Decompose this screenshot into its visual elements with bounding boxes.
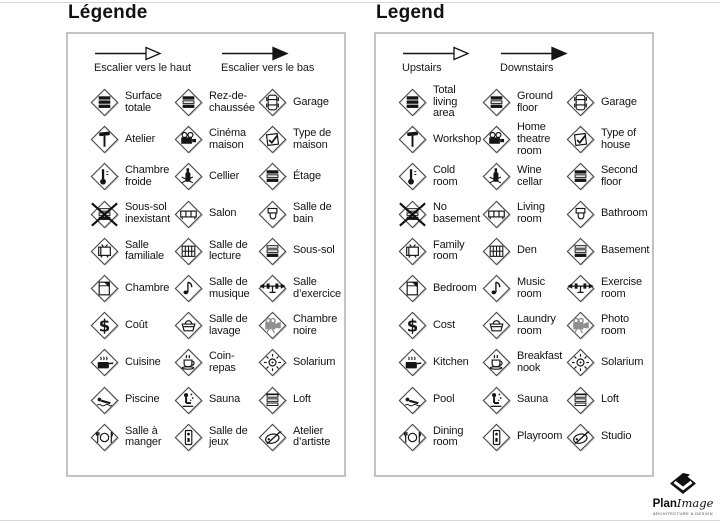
legend-item-label: Garage xyxy=(293,95,329,108)
layers-loft-icon xyxy=(256,384,289,417)
dollar-sign-icon xyxy=(396,309,429,342)
legend-item-label: Loft xyxy=(601,393,619,406)
legend-panel xyxy=(374,1,654,477)
legend-grid xyxy=(82,84,344,456)
upstairs-arrow-icon xyxy=(94,46,162,61)
legend-item xyxy=(480,233,564,270)
legend-item xyxy=(564,233,648,270)
hammer-icon xyxy=(88,123,121,156)
laundry-basket-icon xyxy=(480,309,513,342)
crossed-layers-icon xyxy=(396,198,429,231)
legend-item-label: Kitchen xyxy=(433,356,469,369)
legend-item-label: Studio xyxy=(601,430,632,443)
legend-item xyxy=(88,344,172,381)
legend-item-label: Salle à manger xyxy=(125,424,162,449)
game-piece-icon xyxy=(480,421,513,454)
legend-item xyxy=(172,382,256,419)
legend-item-label: Loft xyxy=(293,393,311,406)
legend-item xyxy=(172,419,256,456)
wine-bottle-icon xyxy=(480,160,513,193)
toilet-icon xyxy=(564,198,597,231)
logo-caption: ARCHITECTURE & DESIGN xyxy=(653,511,713,516)
downstairs-arrow-icon xyxy=(221,46,289,61)
swimmer-icon xyxy=(88,384,121,417)
legend-item xyxy=(396,382,480,419)
legend-item-label: Garage xyxy=(601,95,637,108)
legend-item-label: Étage xyxy=(293,170,321,183)
bookshelf-icon xyxy=(172,235,205,268)
legend-item xyxy=(564,307,648,344)
legend-item-label: Cuisine xyxy=(125,356,161,369)
legend-item xyxy=(480,382,564,419)
panel-title: Legend xyxy=(376,2,445,23)
legend-item-label: Living room xyxy=(517,201,545,226)
legend-item xyxy=(88,382,172,419)
legend-item xyxy=(480,84,564,121)
layers-second-icon xyxy=(564,160,597,193)
legend-item-label: Atelier xyxy=(125,132,156,145)
legend-item xyxy=(564,344,648,381)
legend-item xyxy=(396,233,480,270)
upstairs-arrow-icon xyxy=(402,46,470,61)
sofa-icon xyxy=(480,198,513,231)
car-icon xyxy=(256,86,289,119)
legend-item xyxy=(88,419,172,456)
checkmark-box-icon xyxy=(256,123,289,156)
cooking-pot-icon xyxy=(396,346,429,379)
dollar-sign-icon xyxy=(88,309,121,342)
layers-second-icon xyxy=(256,160,289,193)
legend-item xyxy=(88,158,172,195)
checkmark-box-icon xyxy=(564,123,597,156)
legend-item xyxy=(88,233,172,270)
layers-ground-icon xyxy=(480,86,513,119)
projector-icon xyxy=(480,123,513,156)
legend-item-label: Chambre noire xyxy=(293,312,338,337)
legend-item xyxy=(256,84,340,121)
legend-item-label: Solarium xyxy=(293,356,336,369)
palette-icon xyxy=(256,421,289,454)
legend-item-label: Piscine xyxy=(125,393,160,406)
legend-item-label: Home theatre room xyxy=(517,121,551,157)
upstairs-arrow-legend-item xyxy=(94,46,191,80)
layers-solid-icon xyxy=(396,86,429,119)
legend-item xyxy=(172,84,256,121)
legend-item xyxy=(256,270,340,307)
legend-item xyxy=(172,270,256,307)
legend-item xyxy=(88,84,172,121)
projector-icon xyxy=(172,123,205,156)
legend-item xyxy=(480,307,564,344)
legend-item xyxy=(396,121,480,158)
arrow-label: Escalier vers le haut xyxy=(94,62,191,74)
thermometer-icon xyxy=(396,160,429,193)
layers-solid-icon xyxy=(88,86,121,119)
swimmer-icon xyxy=(396,384,429,417)
barbell-icon xyxy=(256,272,289,305)
legend-item xyxy=(396,270,480,307)
legend-item-label: Sauna xyxy=(517,393,549,406)
page-bottom-rule xyxy=(0,520,720,521)
legend-item xyxy=(88,307,172,344)
arrow-label: Downstairs xyxy=(500,62,554,74)
downstairs-arrow-legend-item xyxy=(221,46,314,80)
layers-loft-icon xyxy=(564,384,597,417)
legend-item-label: Salle de musique xyxy=(209,275,250,300)
legend-grid xyxy=(390,84,652,456)
cooking-pot-icon xyxy=(88,346,121,379)
legend-item xyxy=(88,196,172,233)
legend-item xyxy=(564,158,648,195)
legend-item xyxy=(88,121,172,158)
bookshelf-icon xyxy=(480,235,513,268)
arrow-label: Upstairs xyxy=(402,62,442,74)
toilet-icon xyxy=(256,198,289,231)
legend-item-label: Laundry room xyxy=(517,312,556,337)
logo-plan-text: Plan xyxy=(652,498,677,510)
legend-item xyxy=(256,121,340,158)
legend-item xyxy=(396,307,480,344)
legend-item-label: Workshop xyxy=(433,132,482,145)
camera-icon xyxy=(564,309,597,342)
legend-item xyxy=(256,382,340,419)
layers-basement-icon xyxy=(564,235,597,268)
legend-item xyxy=(256,419,340,456)
legend-item-label: Cost xyxy=(433,318,456,331)
place-setting-icon xyxy=(396,421,429,454)
planimage-logo-text xyxy=(651,498,715,510)
planimage-logo-icon xyxy=(668,473,698,498)
layers-basement-icon xyxy=(256,235,289,268)
sun-icon xyxy=(256,346,289,379)
legend-item xyxy=(396,158,480,195)
legend-item xyxy=(564,84,648,121)
downstairs-arrow-legend-item xyxy=(500,46,568,80)
svg-text:$: $ xyxy=(406,316,419,336)
downstairs-arrow-icon xyxy=(500,46,568,61)
sofa-icon xyxy=(172,198,205,231)
legend-item xyxy=(172,344,256,381)
legend-item-label: Salon xyxy=(209,207,237,220)
logo-image-text: Image xyxy=(676,496,714,510)
planimage-logo xyxy=(651,473,715,516)
legend-box xyxy=(374,32,654,477)
thermometer-icon xyxy=(88,160,121,193)
arrow-legend-row xyxy=(82,46,344,80)
legend-item xyxy=(256,233,340,270)
legend-item xyxy=(564,270,648,307)
legend-item-label: Salle d’exercice xyxy=(293,275,342,300)
legend-item-label: Coût xyxy=(125,318,148,331)
legend-item-label: Salle de lecture xyxy=(209,238,248,263)
music-note-icon xyxy=(172,272,205,305)
hammer-icon xyxy=(396,123,429,156)
legend-item xyxy=(564,196,648,233)
legend-item-label: Bedroom xyxy=(433,281,477,294)
barbell-icon xyxy=(564,272,597,305)
panel-title: Légende xyxy=(68,2,148,23)
legend-panel xyxy=(66,1,346,477)
place-setting-icon xyxy=(88,421,121,454)
wine-bottle-icon xyxy=(172,160,205,193)
legend-item-label: Basement xyxy=(601,244,650,257)
tv-icon xyxy=(396,235,429,268)
legend-item-label: Breakfast nook xyxy=(517,350,563,374)
legend-item xyxy=(480,419,564,456)
legend-item-label: Second floor xyxy=(601,164,638,188)
legend-item xyxy=(396,344,480,381)
legend-item-label: Type de maison xyxy=(293,127,332,151)
legend-box xyxy=(66,32,346,477)
legend-item xyxy=(256,158,340,195)
legend-item xyxy=(396,419,480,456)
legend-item-label: Sous-sol inexistant xyxy=(125,201,170,226)
coffee-cup-icon xyxy=(172,346,205,379)
legend-item-label: No basement xyxy=(433,201,481,226)
legend-item-label: Cinéma maison xyxy=(209,127,247,151)
legend-item xyxy=(564,121,648,158)
legend-item-label: Sauna xyxy=(209,393,241,406)
legend-item xyxy=(396,196,480,233)
bed-icon xyxy=(88,272,121,305)
palette-icon xyxy=(564,421,597,454)
legend-item-label: Atelier d’artiste xyxy=(293,424,331,449)
laundry-basket-icon xyxy=(172,309,205,342)
legend-item xyxy=(172,233,256,270)
legend-item xyxy=(480,196,564,233)
legend-item-label: Den xyxy=(517,244,537,257)
legend-item-label: Solarium xyxy=(601,356,644,369)
bed-icon xyxy=(396,272,429,305)
legend-item-label: Salle de lavage xyxy=(209,312,248,337)
legend-item xyxy=(172,121,256,158)
legend-item-label: Music room xyxy=(517,275,545,300)
legend-item xyxy=(256,344,340,381)
car-icon xyxy=(564,86,597,119)
arrow-label: Escalier vers le bas xyxy=(220,62,315,74)
legend-item-label: Ground floor xyxy=(517,89,553,114)
legend-item-label: Cold room xyxy=(433,164,458,188)
legend-item-label: Surface totale xyxy=(125,89,162,114)
legend-item-label: Type of house xyxy=(601,127,637,151)
music-note-icon xyxy=(480,272,513,305)
sauna-person-icon xyxy=(480,384,513,417)
legend-item xyxy=(256,307,340,344)
legend-item-label: Pool xyxy=(433,393,455,406)
legend-item-label: Wine cellar xyxy=(517,164,543,188)
legend-item-label: Salle familiale xyxy=(125,238,164,263)
legend-item-label: Rez-de-chaussée xyxy=(209,89,255,114)
sauna-person-icon xyxy=(172,384,205,417)
legend-item-label: Dining room xyxy=(433,424,464,449)
legend-item xyxy=(172,158,256,195)
layers-ground-icon xyxy=(172,86,205,119)
legend-item-label: Bathroom xyxy=(601,207,648,220)
legend-item-label: Sous-sol xyxy=(293,244,335,257)
game-piece-icon xyxy=(172,421,205,454)
legend-item xyxy=(480,270,564,307)
svg-text:$: $ xyxy=(98,316,111,336)
legend-item-label: Playroom xyxy=(517,430,563,443)
legend-item xyxy=(396,84,480,121)
legend-item-label: Chambre xyxy=(125,281,170,294)
legend-item-label: Salle de jeux xyxy=(209,424,248,449)
legend-item-label: Family room xyxy=(433,238,465,263)
legend-item-label: Chambre froide xyxy=(125,164,170,188)
legend-item xyxy=(172,196,256,233)
crossed-layers-icon xyxy=(88,198,121,231)
legend-item-label: Photo room xyxy=(601,312,629,337)
legend-item-label: Cellier xyxy=(209,170,240,183)
coffee-cup-icon xyxy=(480,346,513,379)
legend-item-label: Salle de bain xyxy=(293,201,332,226)
tv-icon xyxy=(88,235,121,268)
legend-item xyxy=(480,121,564,158)
legend-item-label: Coin-repas xyxy=(209,350,236,374)
upstairs-arrow-legend-item xyxy=(402,46,470,80)
legend-item xyxy=(564,419,648,456)
legend-item xyxy=(172,307,256,344)
legend-item xyxy=(88,270,172,307)
legend-item-label: Exercise room xyxy=(601,275,642,300)
legend-item xyxy=(564,382,648,419)
sun-icon xyxy=(564,346,597,379)
legend-item-label: Total living area xyxy=(433,83,458,120)
camera-icon xyxy=(256,309,289,342)
arrow-legend-row xyxy=(390,46,652,80)
legend-item xyxy=(480,158,564,195)
legend-item xyxy=(480,344,564,381)
legend-item xyxy=(256,196,340,233)
